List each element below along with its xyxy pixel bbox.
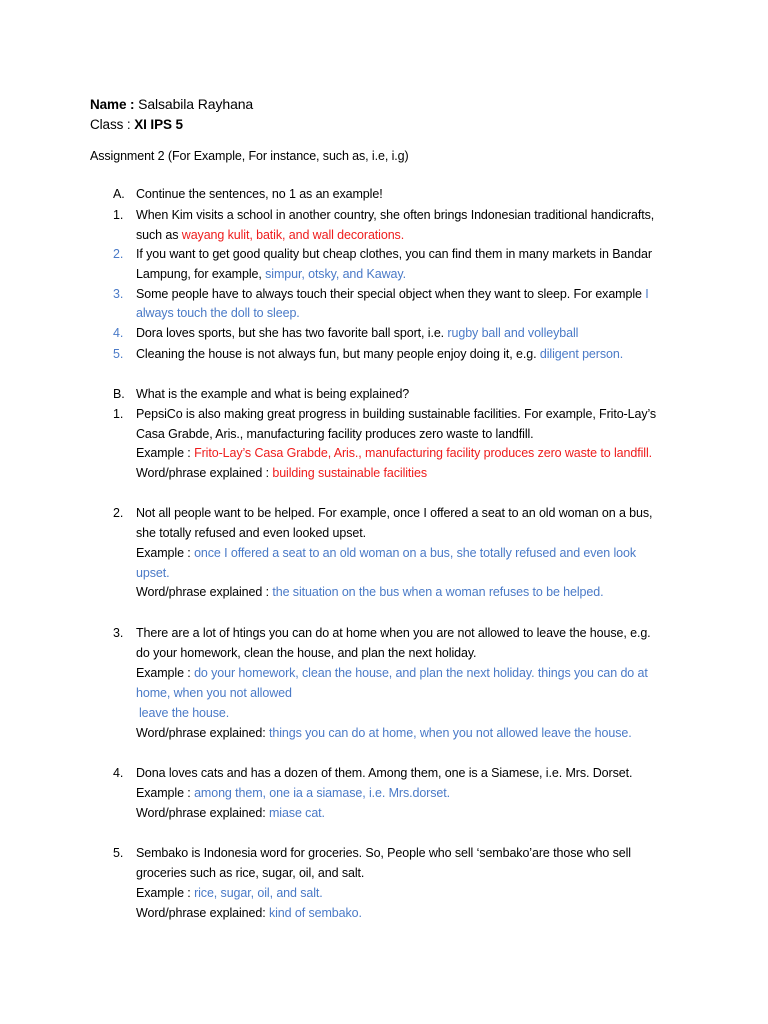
item-text: Dona loves cats and has a dozen of them. Among them, one is a Siamese, i.e. Mrs. Dorset. xyxy=(136,766,633,780)
name-line xyxy=(90,95,253,114)
item-number: 5. xyxy=(113,347,124,361)
answer-text: simpur, otsky, and Kaway. xyxy=(265,267,406,281)
section-a-marker: A. xyxy=(113,187,125,201)
example-label: Example : xyxy=(136,786,195,800)
item-number: 2. xyxy=(113,506,124,520)
item-text: such as xyxy=(136,228,182,242)
answer-text: rice, sugar, oil, and salt. xyxy=(194,886,323,900)
item-number: 2. xyxy=(113,247,124,261)
explained-label: Word/phrase explained : xyxy=(136,466,273,480)
answer-text: wayang kulit, batik, and wall decorations. xyxy=(181,228,405,242)
assignment-title: Assignment 2 (For Example, For instance, such as, i.e, i.g) xyxy=(90,149,409,163)
example-line xyxy=(136,784,450,802)
answer-text: do your homework, clean the house, and plan the next holiday. things you can do at xyxy=(194,666,648,680)
explained-label: Word/phrase explained: xyxy=(136,806,269,820)
item-text: When Kim visits a school in another country, she often brings Indonesian traditional handicrafts, xyxy=(136,208,655,222)
item-number: 1. xyxy=(113,407,124,421)
item-number: 3. xyxy=(113,626,124,640)
item-text: Some people have to always touch their special object when they want to sleep. For example xyxy=(136,287,646,301)
explained-line xyxy=(136,583,603,601)
class-line xyxy=(90,116,183,134)
item-text: There are a lot of htings you can do at home when you are not allowed to leave the house, e.g. xyxy=(136,626,651,640)
section-b-marker: B. xyxy=(113,387,125,401)
explained-line xyxy=(136,724,632,742)
item-text: PepsiCo is also making great progress in building sustainable facilities. For example, Frito-Lay’s xyxy=(136,407,657,421)
answer-text: I xyxy=(645,287,649,301)
example-line xyxy=(136,884,323,902)
explained-label: Word/phrase explained : xyxy=(136,585,273,599)
example-label: Example : xyxy=(136,546,195,560)
answer-text: upset. xyxy=(136,566,170,580)
item-text: do your homework, clean the house, and plan the next holiday. xyxy=(136,646,477,660)
answer-text: things you can do at home, when you not allowed leave the house. xyxy=(268,726,632,740)
example-line xyxy=(136,664,648,682)
example-label: Example : xyxy=(136,666,195,680)
answer-text: the situation on the bus when a woman refuses to be helped. xyxy=(272,585,604,599)
answer-text: miase cat. xyxy=(268,806,325,820)
item-number: 4. xyxy=(113,326,124,340)
example-label: Example : xyxy=(136,886,195,900)
explained-line xyxy=(136,904,362,922)
item-text: Sembako is Indonesia word for groceries. So, People who sell ‘sembako’are those who sell xyxy=(136,846,631,860)
item-number: 4. xyxy=(113,766,124,780)
answer-text: rugby ball and volleyball xyxy=(447,326,579,340)
explained-label: Word/phrase explained: xyxy=(136,726,269,740)
item-text: Not all people want to be helped. For example, once I offered a seat to an old woman on a bus, xyxy=(136,506,653,520)
explained-line xyxy=(136,804,325,822)
item-number: 3. xyxy=(113,287,124,301)
answer-text: kind of sembako. xyxy=(268,906,362,920)
explained-line xyxy=(136,464,427,482)
answer-text: building sustainable facilities xyxy=(272,466,427,480)
explained-label: Word/phrase explained: xyxy=(136,906,269,920)
item-text: Cleaning the house is not always fun, but many people enjoy doing it, e.g. xyxy=(136,347,540,361)
answer-text: diligent person. xyxy=(539,347,624,361)
class-value: XI IPS 5 xyxy=(134,117,183,132)
item-text: Casa Grabde, Aris., manufacturing facility produces zero waste to landfill. xyxy=(136,427,534,441)
example-line xyxy=(136,444,652,462)
answer-text: leave the house. xyxy=(139,706,230,720)
item-number: 1. xyxy=(113,208,124,222)
section-b-instruction: What is the example and what is being explained? xyxy=(136,387,410,401)
item-text: groceries such as rice, sugar, oil, and salt. xyxy=(136,866,365,880)
example-line xyxy=(136,544,636,562)
example-label: Example : xyxy=(136,446,195,460)
item-text: If you want to get good quality but cheap clothes, you can find them in many markets in Bandar xyxy=(136,247,652,261)
item-continuation xyxy=(136,265,406,283)
section-a-instruction: Continue the sentences, no 1 as an example! xyxy=(136,187,383,201)
item-text: Lampung, for example, xyxy=(136,267,266,281)
item-continuation xyxy=(136,226,404,244)
answer-text: always touch the doll to sleep. xyxy=(136,306,300,320)
answer-text: once I offered a seat to an old woman on a bus, she totally refused and even look xyxy=(194,546,637,560)
class-label: Class : xyxy=(90,117,131,132)
item-number: 5. xyxy=(113,846,124,860)
item-text: Dora loves sports, but she has two favorite ball sport, i.e. xyxy=(136,326,448,340)
answer-text: among them, one ia a siamase, i.e. Mrs.dorset. xyxy=(194,786,450,800)
answer-text: home, when you not allowed xyxy=(136,686,292,700)
name-label: Name : xyxy=(90,97,135,112)
answer-text: Frito-Lay’s Casa Grabde, Aris., manufacturing facility produces zero waste to landfill. xyxy=(194,446,653,460)
name-value: Salsabila Rayhana xyxy=(138,96,254,112)
item-text: she totally refused and even looked upset. xyxy=(136,526,366,540)
